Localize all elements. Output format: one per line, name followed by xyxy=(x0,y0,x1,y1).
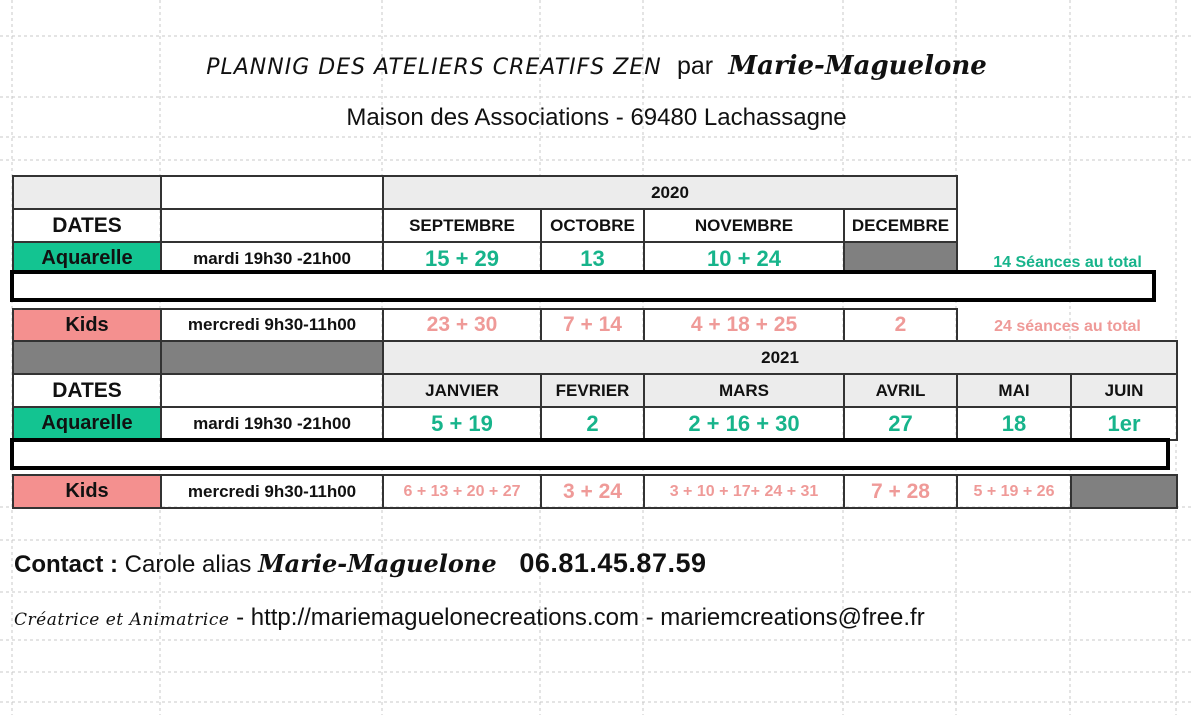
aquarelle-time: mardi 19h30 -21h00 xyxy=(161,407,383,440)
contact-line xyxy=(14,548,707,579)
dates-label: DATES xyxy=(13,209,161,242)
kids-date: 2 xyxy=(844,309,957,341)
page-title xyxy=(0,50,1193,81)
kids-date: 6 + 13 + 20 + 27 xyxy=(383,475,541,508)
aquarelle-total: 14 Séances au total xyxy=(993,253,1142,271)
aquarelle-date: 27 xyxy=(844,407,957,440)
schedule-2021 xyxy=(12,340,1178,441)
empty-cell xyxy=(1071,475,1177,508)
kids-total: 24 séances au total xyxy=(994,318,1141,335)
aquarelle-date: 5 + 19 xyxy=(383,407,541,440)
month-header: SEPTEMBRE xyxy=(383,209,541,242)
aquarelle-date: 10 + 24 xyxy=(644,242,844,275)
kids-date: 5 + 19 + 26 xyxy=(957,475,1071,508)
month-header: MARS xyxy=(644,374,844,407)
header-blank xyxy=(161,341,383,374)
contact-phone: 06.81.45.87.59 xyxy=(519,548,707,578)
aquarelle-date: 2 xyxy=(541,407,644,440)
aquarelle-date: 13 xyxy=(541,242,644,275)
month-header: NOVEMBRE xyxy=(644,209,844,242)
schedule-2020 xyxy=(12,175,1178,276)
aquarelle-time: mardi 19h30 -21h00 xyxy=(161,242,383,275)
month-header: FEVRIER xyxy=(541,374,644,407)
contact-name: Marie-Maguelone xyxy=(258,549,497,578)
kids-date: 7 + 28 xyxy=(844,475,957,508)
kids-time: mercredi 9h30-11h00 xyxy=(161,309,383,341)
page-subtitle: Maison des Associations - 69480 Lachassagne xyxy=(346,104,847,131)
dates-label: DATES xyxy=(13,374,161,407)
header-blank xyxy=(13,176,161,209)
year-2020: 2020 xyxy=(383,176,957,209)
contact-text: Carole alias xyxy=(124,551,252,578)
month-header: OCTOBRE xyxy=(541,209,644,242)
aquarelle-label: Aquarelle xyxy=(13,242,161,275)
kids-label: Kids xyxy=(13,309,161,341)
kids-date: 3 + 10 + 17+ 24 + 31 xyxy=(644,475,844,508)
kids-label: Kids xyxy=(13,475,161,508)
month-header: MAI xyxy=(957,374,1071,407)
footer-role: Créatrice et Animatrice xyxy=(14,610,230,630)
kids-date: 3 + 24 xyxy=(541,475,644,508)
month-header: AVRIL xyxy=(844,374,957,407)
separator-bar xyxy=(10,438,1170,470)
aquarelle-label: Aquarelle xyxy=(13,407,161,440)
header-blank xyxy=(13,341,161,374)
title-name: Marie-Maguelone xyxy=(728,51,987,81)
aquarelle-date: 1er xyxy=(1071,407,1177,440)
aquarelle-date: 2 + 16 + 30 xyxy=(644,407,844,440)
footer-line xyxy=(14,604,925,632)
year-2021: 2021 xyxy=(383,341,1177,374)
kids-date: 23 + 30 xyxy=(383,309,541,341)
kids-date: 7 + 14 xyxy=(541,309,644,341)
month-header: JANVIER xyxy=(383,374,541,407)
contact-label: Contact : xyxy=(14,551,118,578)
header-blank xyxy=(161,176,383,209)
footer-links: - http://mariemaguelonecreations.com - mariemcreations@free.fr xyxy=(236,604,925,631)
aquarelle-date: 15 + 29 xyxy=(383,242,541,275)
kids-date: 4 + 18 + 25 xyxy=(644,309,844,341)
month-header: JUIN xyxy=(1071,374,1177,407)
title-par: par xyxy=(676,52,714,80)
kids-2020 xyxy=(12,308,1177,342)
separator-bar xyxy=(10,270,1156,302)
aquarelle-date: 18 xyxy=(957,407,1071,440)
title-script: PLANNIG DES ATELIERS CREATIFS ZEN xyxy=(206,55,662,80)
kids-time: mercredi 9h30-11h00 xyxy=(161,475,383,508)
month-header: DECEMBRE xyxy=(844,209,957,242)
kids-2021 xyxy=(12,474,1178,509)
